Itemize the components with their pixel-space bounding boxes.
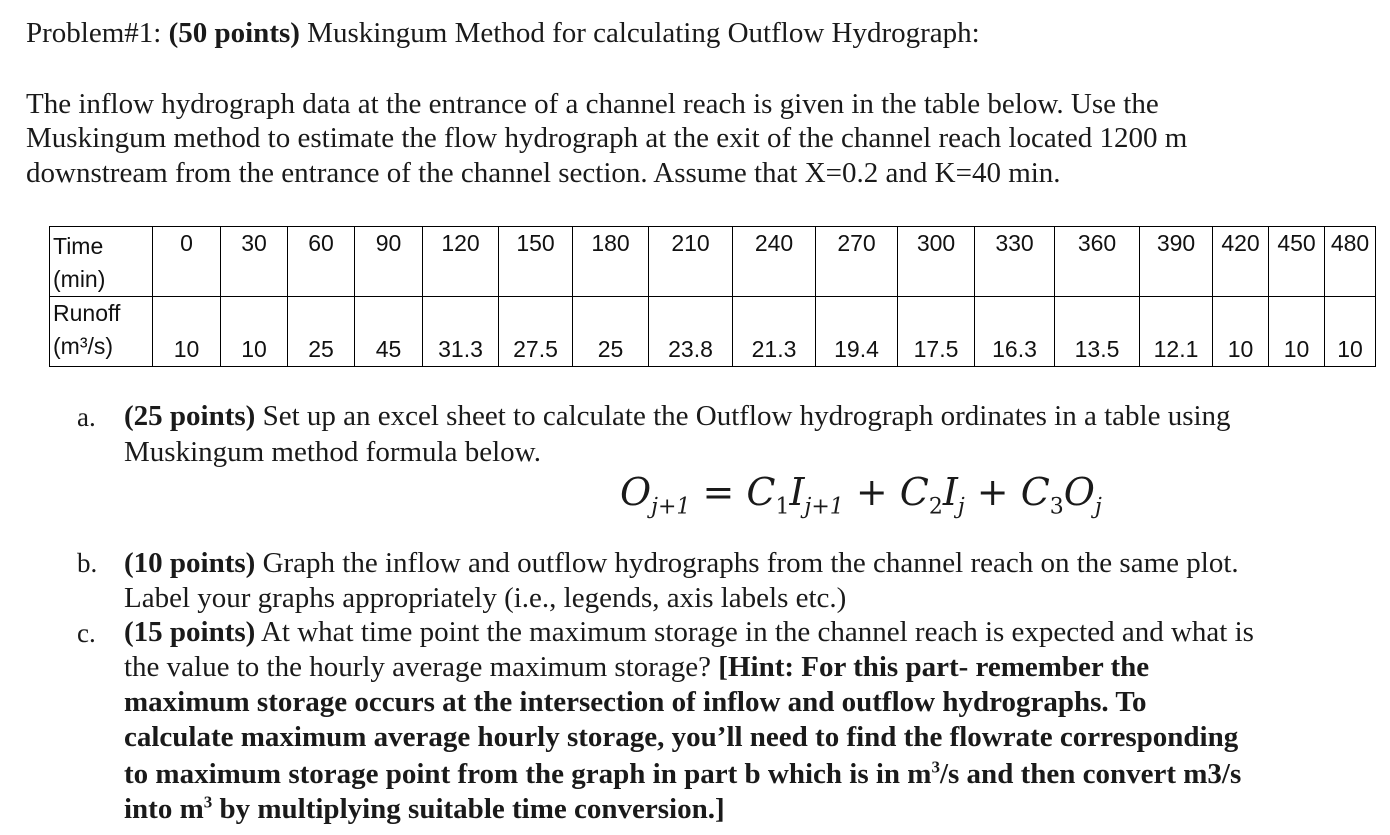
- runoff-cell: 16.3: [975, 297, 1055, 367]
- time-cell: 30: [221, 227, 288, 297]
- part-b-line-2: Label your graphs appropriately (i.e., legends, axis labels etc.): [124, 582, 847, 614]
- problem-title: [26, 19, 980, 48]
- runoff-cell: 23.8: [649, 297, 733, 367]
- runoff-cell: 10: [1325, 297, 1376, 367]
- runoff-cell: 27.5: [499, 297, 573, 367]
- runoff-cell: 10: [153, 297, 221, 367]
- intro-line-2: Muskingum method to estimate the flow hydrograph at the exit of the channel reach located 1200 m: [26, 122, 1188, 154]
- time-cell: 450: [1269, 227, 1325, 297]
- runoff-header: Runoff (m³/s): [50, 297, 153, 367]
- part-c-line-4: calculate maximum average hourly storage, you’ll need to find the flowrate corresponding: [124, 721, 1239, 753]
- problem-title-text: Muskingum Method for calculating Outflow Hydrograph:: [299, 17, 980, 49]
- part-c-line-3: maximum storage occurs at the intersection of inflow and outflow hydrographs. To: [124, 686, 1147, 718]
- time-header: Time (min): [50, 227, 153, 297]
- part-c-points: (15 points): [124, 616, 256, 648]
- part-c-line-5: to maximum storage point from the graph in part b which is in $m^3/s$ and then convert m3/s: [124, 757, 1242, 790]
- time-cell: 60: [288, 227, 355, 297]
- time-cell: 360: [1055, 227, 1140, 297]
- time-cell: 180: [573, 227, 649, 297]
- part-a-marker: a.: [77, 402, 96, 432]
- time-cell: 420: [1213, 227, 1269, 297]
- runoff-cell: 25: [573, 297, 649, 367]
- time-cell: 0: [153, 227, 221, 297]
- intro-line-3: downstream from the entrance of the channel section. Assume that X=0.2 and K=40 min.: [26, 157, 1061, 189]
- part-a-line-1: (25 points) Set up an excel sheet to calculate the Outflow hydrograph ordinates in a table using: [124, 400, 1231, 432]
- runoff-cell: 17.5: [898, 297, 975, 367]
- runoff-cell: 21.3: [733, 297, 816, 367]
- time-cell: 480: [1325, 227, 1376, 297]
- time-cell: 390: [1140, 227, 1213, 297]
- runoff-cell: 45: [355, 297, 423, 367]
- runoff-cell: 10: [221, 297, 288, 367]
- time-row: [50, 227, 1376, 297]
- runoff-row: [50, 297, 1376, 367]
- part-c-marker: c.: [77, 618, 96, 648]
- part-b-line-1: (10 points) Graph the inflow and outflow hydrographs from the channel reach on the same plot.: [124, 547, 1239, 579]
- time-cell: 120: [423, 227, 499, 297]
- part-b-points: (10 points): [124, 547, 256, 579]
- runoff-cell: 19.4: [816, 297, 898, 367]
- part-a-line-2: Muskingum method formula below.: [124, 436, 541, 468]
- inflow-hydrograph-table: [49, 226, 1376, 367]
- time-cell: 270: [816, 227, 898, 297]
- part-b-marker: b.: [77, 548, 98, 578]
- runoff-cell: 31.3: [423, 297, 499, 367]
- time-cell: 90: [355, 227, 423, 297]
- muskingum-formula: $O_{j+1} = C_1I_{j+1} + C_2I_j + C_3O_j$: [620, 470, 1102, 520]
- runoff-cell: 13.5: [1055, 297, 1140, 367]
- problem-label: Problem#1:: [26, 17, 169, 49]
- part-a-points: (25 points): [124, 400, 256, 432]
- time-cell: 240: [733, 227, 816, 297]
- runoff-cell: 10: [1269, 297, 1325, 367]
- time-cell: 330: [975, 227, 1055, 297]
- time-cell: 210: [649, 227, 733, 297]
- time-cell: 150: [499, 227, 573, 297]
- problem-points: (50 points): [168, 17, 300, 49]
- runoff-cell: 25: [288, 297, 355, 367]
- intro-line-1: The inflow hydrograph data at the entrance of a channel reach is given in the table below. Use the: [26, 88, 1159, 120]
- part-c-line-1: (15 points) At what time point the maximum storage in the channel reach is expected and what is: [124, 616, 1254, 648]
- runoff-cell: 10: [1213, 297, 1269, 367]
- part-c-line-2: the value to the hourly average maximum storage? [Hint: For this part- remember the: [124, 651, 1150, 683]
- time-cell: 300: [898, 227, 975, 297]
- runoff-cell: 12.1: [1140, 297, 1213, 367]
- part-c-line-6: into $m^3$ by multiplying suitable time conversion.]: [124, 792, 725, 825]
